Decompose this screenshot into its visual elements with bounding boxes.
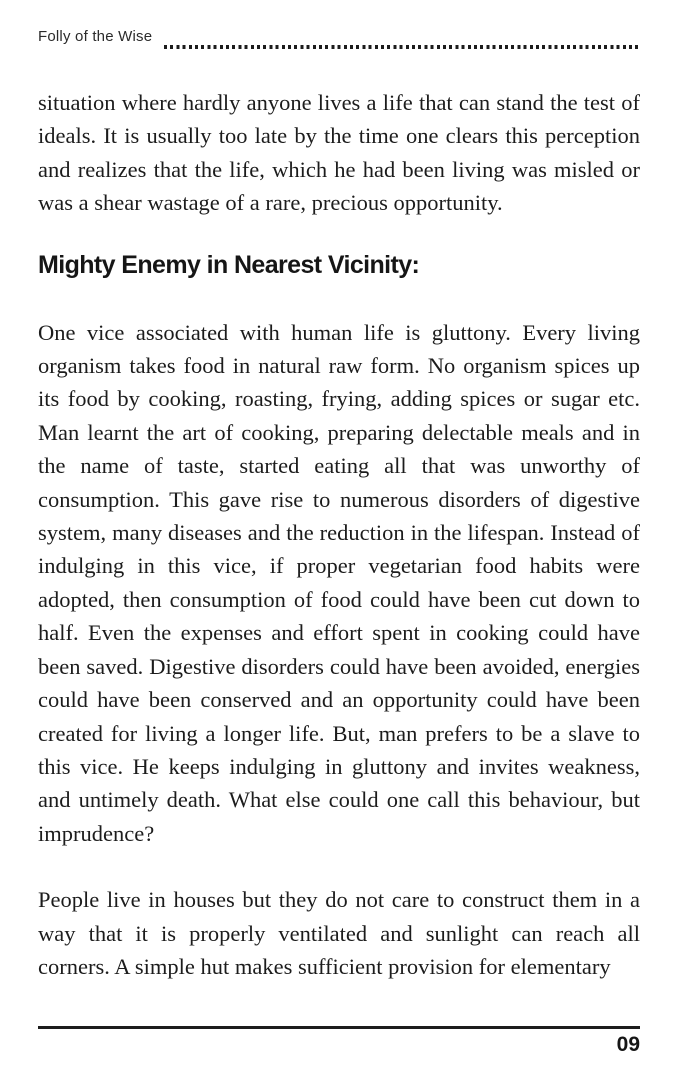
page-content: [38, 28, 640, 983]
running-header-title: Folly of the Wise: [38, 28, 153, 45]
footer-rule: [38, 1026, 640, 1029]
paragraph-houses: People live in houses but they do not care to construct them in a way that it is properly ventilated and sunlight can reach all corners. A simple hut makes sufficient provision for elementary: [38, 887, 640, 979]
dotted-leader-line: [164, 45, 640, 49]
page-footer: [38, 1026, 640, 1057]
page-number: 09: [616, 1033, 640, 1056]
running-header: [38, 28, 640, 52]
section-heading: Mighty Enemy in Nearest Vicinity:: [38, 250, 420, 279]
paragraph-gluttony: One vice associated with human life is gluttony. Every living organism takes food in natural raw form. No organism spices up its food by cooking, roasting, frying, adding spices or sugar etc. Man learnt the art of cooking, preparing delectable meals and in the name of taste, started eating all that was unworthy of consumption. This gave rise to numerous disorders of digestive system, many diseases and the reduction in the lifespan. Instead of indulging in this vice, if proper vegetarian food habits were adopted, then consumption of food could have been cut down to half. Even the expenses and effort spent in cooking could have been saved. Digestive disorders could have been avoided, energies could have been conserved and an opportunity could have been created for living a longer life. But, man prefers to be a slave to this vice. He keeps indulging in gluttony and invites weakness, and untimely death. What else could one call this behaviour, but imprudence?: [38, 319, 640, 846]
paragraph-continuation: situation where hardly anyone lives a life that can stand the test of ideals. It is usually too late by the time one clears this perception and realizes that the life, which he had been living was misled or was a shear wastage of a rare, precious opportunity.: [38, 90, 640, 216]
